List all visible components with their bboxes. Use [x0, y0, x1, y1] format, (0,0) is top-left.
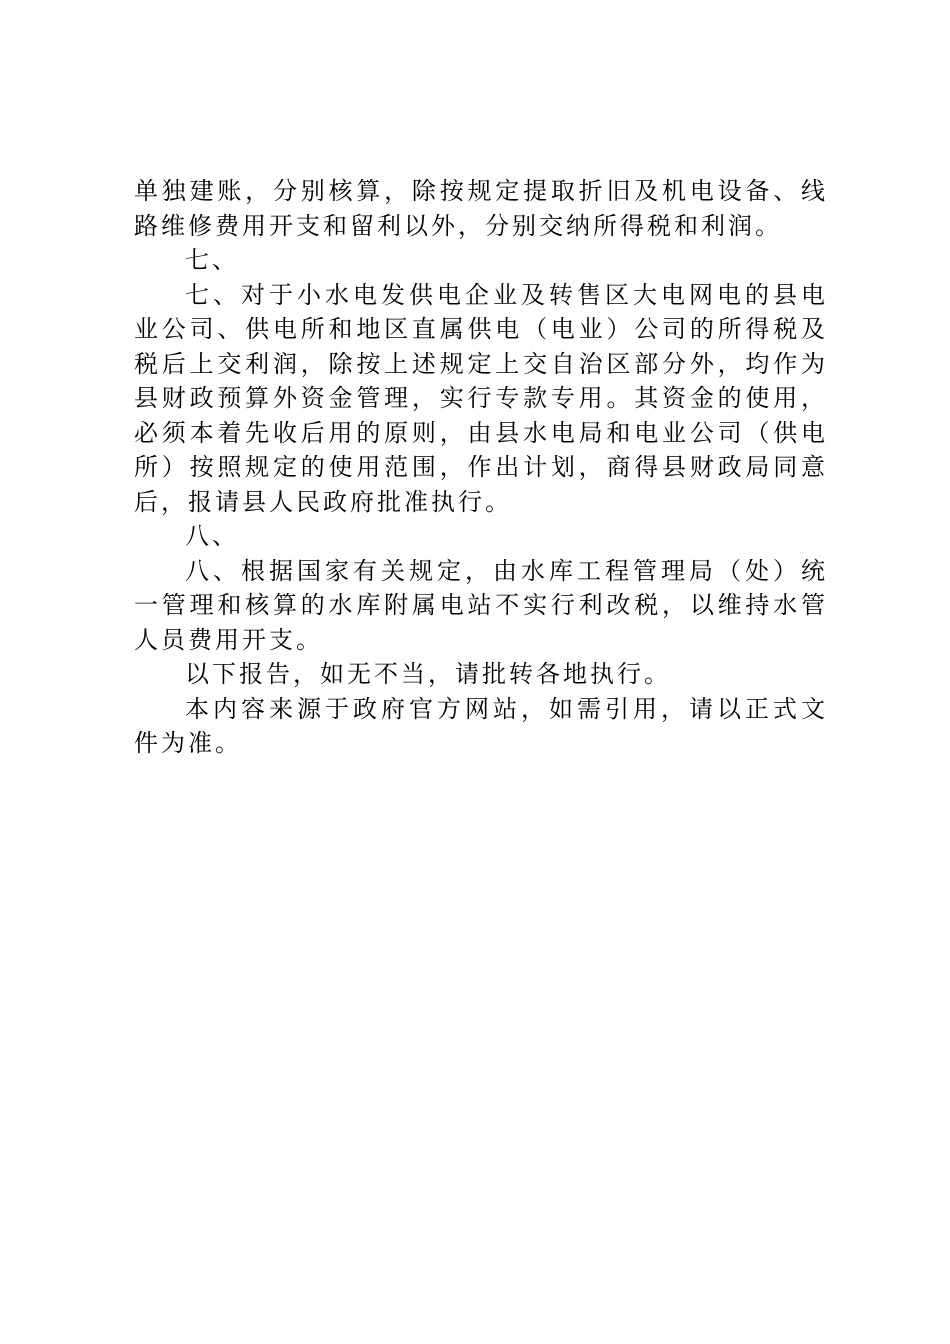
paragraph-section-eight: 八、根据国家有关规定，由水库工程管理局（处）统一管理和核算的水库附属电站不实行利改税，以维持水管人员费用开支。 — [134, 556, 828, 654]
heading-section-seven: 七、 — [185, 246, 239, 274]
paragraph-closing: 以下报告，如无不当，请批转各地执行。 — [185, 660, 671, 688]
paragraph-section-seven: 七、对于小水电发供电企业及转售区大电网电的县电业公司、供电所和地区直属供电（电业）公司的所得税及税后上交利润，除按上述规定上交自治区部分外，均作为县财政预算外资金管理，实行专款专用。其资金的使用，必须本着先收后用的原则，由县水电局和电业公司（供电所）按照规定的使用范围，作出计划，商得县财政局同意后，报请县人民政府批准执行。 — [134, 280, 828, 516]
paragraph-continuation: 单独建账，分别核算，除按规定提取折旧及机电设备、线路维修费用开支和留利以外，分别交纳所得税和利润。 — [134, 177, 828, 240]
document-body — [134, 174, 828, 761]
paragraph-source-note: 本内容来源于政府官方网站，如需引用，请以正式文件为准。 — [134, 694, 828, 757]
heading-section-eight: 八、 — [185, 522, 239, 550]
